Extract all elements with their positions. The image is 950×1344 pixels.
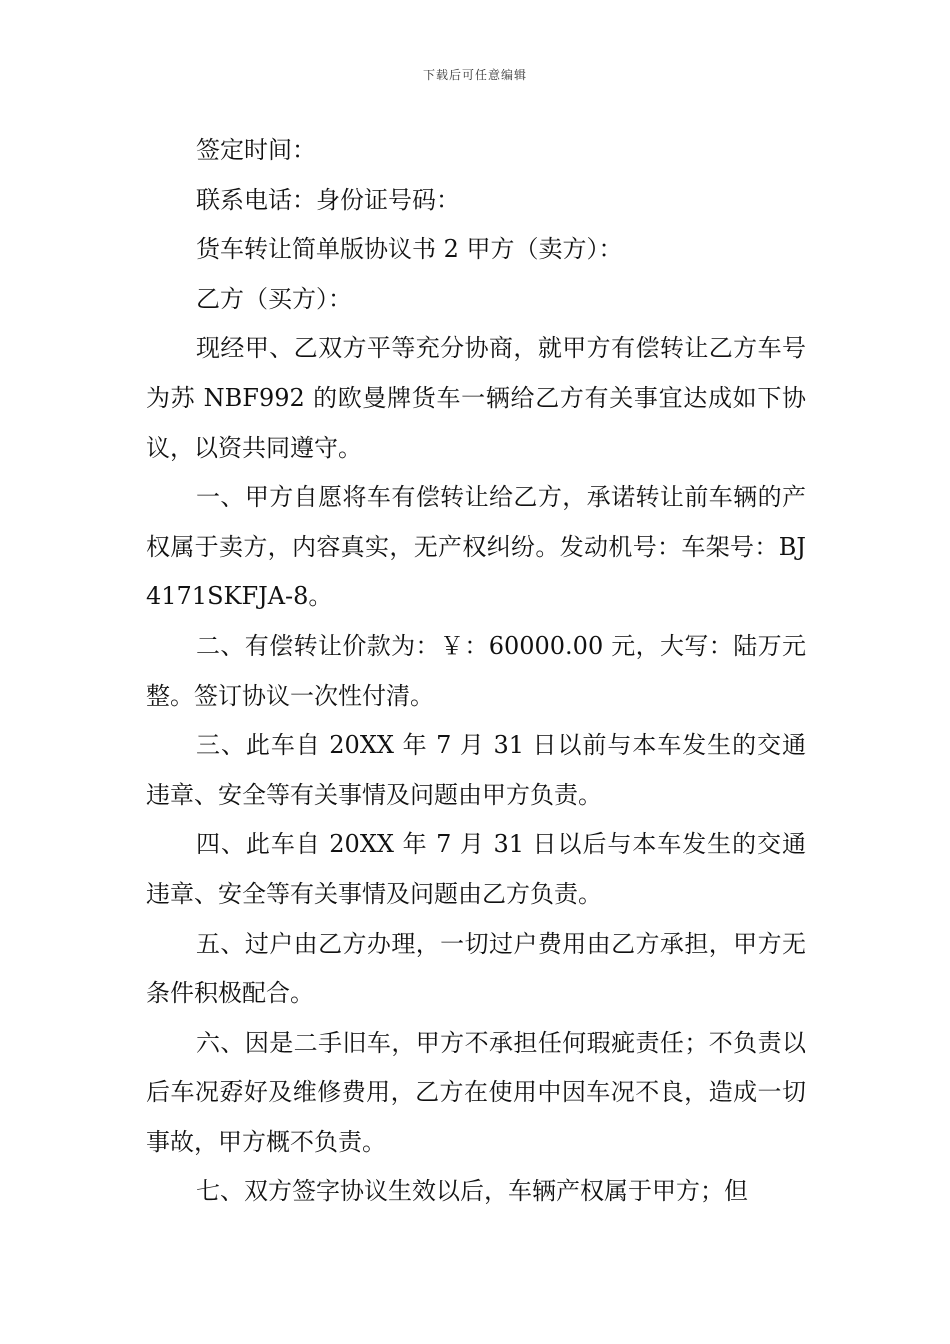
document-body bbox=[146, 126, 806, 1217]
party-b-line: 乙方（买方）： bbox=[196, 284, 352, 313]
signing-time-line: 签定时间： bbox=[196, 136, 316, 164]
clause-6-paragraph: 六、因是二手旧车，甲方不承担任何瑕疵责任；不负责以后车况孬好及维修费用，乙方在使用中因车况不良，造成一切事故，甲方概不负责。 bbox=[146, 1028, 806, 1156]
clause-1-paragraph: 一、甲方自愿将车有偿转让给乙方，承诺转让前车辆的产权属于卖方，内容真实，无产权纠纷。发动机号：车架号：BJ4171SKFJA-8。 bbox=[146, 483, 806, 611]
preamble-paragraph: 现经甲、乙双方平等充分协商，就甲方有偿转让乙方车号为苏 NBF992 的欧曼牌货车一辆给乙方有关事宜达成如下协议，以资共同遵守。 bbox=[146, 334, 806, 462]
clause-4-paragraph: 四、此车自 20XX 年 7 月 31 日以后与本车发生的交通违章、安全等有关事情及问题由乙方负责。 bbox=[146, 830, 806, 908]
header-note: 下载后可任意编辑 bbox=[422, 68, 527, 82]
clause-5-paragraph: 五、过户由乙方办理，一切过户费用由乙方承担，甲方无条件积极配合。 bbox=[146, 929, 806, 1008]
clause-2-paragraph: 二、有偿转让价款为：￥：60000.00 元，大写：陆万元整。签订协议一次性付清。 bbox=[146, 631, 806, 710]
clause-7-paragraph: 七、双方签字协议生效以后，车辆产权属于甲方；但 bbox=[196, 1177, 748, 1206]
agreement-title-party-a-line: 货车转让简单版协议书 2 甲方（卖方）： bbox=[196, 235, 623, 264]
contact-id-line: 联系电话：身份证号码： bbox=[196, 185, 460, 214]
clause-3-paragraph: 三、此车自 20XX 年 7 月 31 日以前与本车发生的交通违章、安全等有关事情及问题由甲方负责。 bbox=[146, 731, 806, 809]
